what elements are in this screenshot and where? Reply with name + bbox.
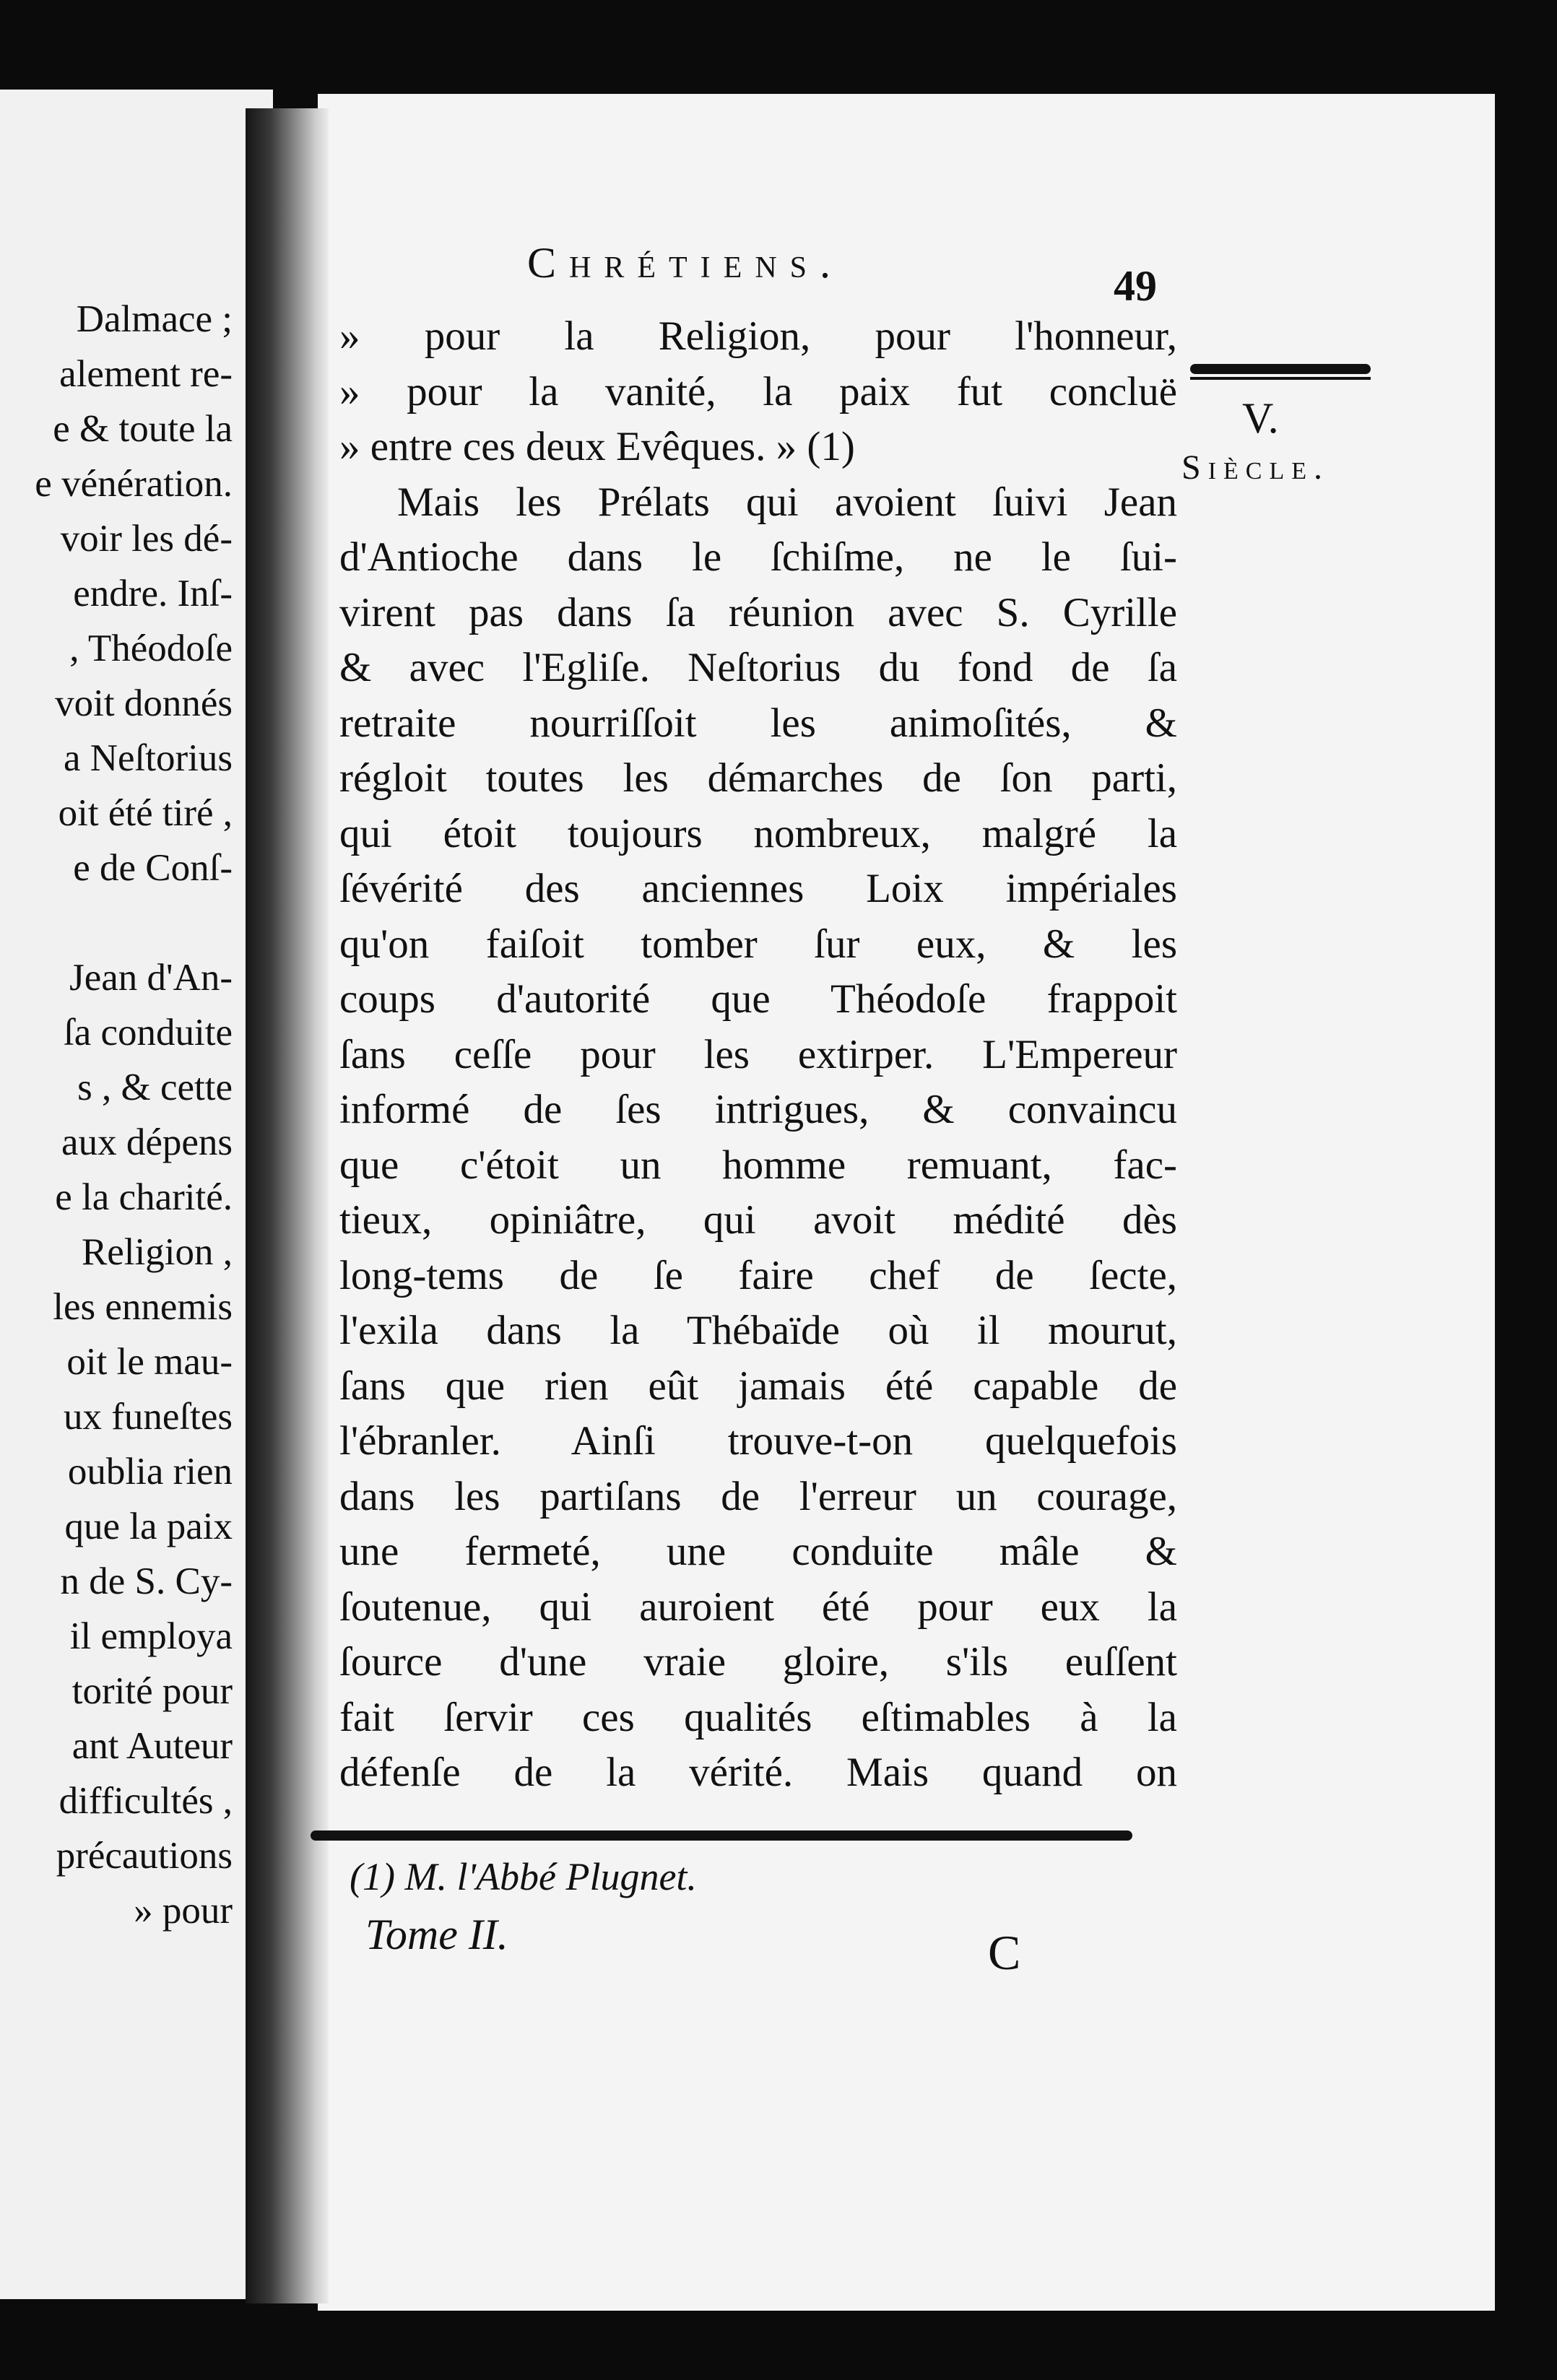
text-line: » pour la Religion, pour l'honneur, <box>339 313 1177 359</box>
left-page-line: oit le mau- <box>66 1341 233 1383</box>
left-page-line: e & toute la <box>53 408 233 450</box>
text-line: une fermeté, une conduite mâle & <box>339 1529 1177 1574</box>
left-page-line: aux dépens <box>61 1121 233 1163</box>
left-page-line: endre. Inſ- <box>73 573 233 614</box>
text-line: tieux, opiniâtre, qui avoit médité dès <box>339 1197 1177 1243</box>
running-head: Chrétiens. <box>527 239 844 287</box>
left-page-line: e vénération. <box>35 463 233 505</box>
left-page <box>0 90 273 2299</box>
text-line: long-tems de ſe faire chef de ſecte, <box>339 1252 1177 1298</box>
left-page-line: difficultés , <box>58 1780 233 1822</box>
text-line: retraite nourriſſoit les animoſités, & <box>339 700 1177 746</box>
left-page-line: oublia rien <box>67 1451 233 1493</box>
left-page-line: oit été tiré , <box>58 792 233 834</box>
left-page-line: Dalmace ; <box>76 298 233 340</box>
left-page-line: ux funeſtes <box>63 1396 233 1438</box>
text-line: & avec l'Egliſe. Neſtorius du fond de ſa <box>339 645 1177 690</box>
gathering-signature: C <box>988 1925 1021 1980</box>
left-page-line: il employa <box>69 1615 233 1657</box>
left-page-line: ſa conduite <box>64 1012 233 1054</box>
left-page-line: précautions <box>56 1835 233 1877</box>
text-line: » entre ces deux Evêques. » (1) <box>339 424 855 469</box>
text-line: Mais les Prélats qui avoient ſuivi Jean <box>397 479 1177 525</box>
left-page-line: les ennemis <box>53 1286 233 1328</box>
footnote: (1) M. l'Abbé Plugnet. <box>350 1855 697 1898</box>
left-page-line: a Neſtorius <box>63 737 233 779</box>
century-number: V. <box>1242 394 1279 442</box>
left-page-line: e la charité. <box>55 1176 233 1218</box>
text-line: ſévérité des anciennes Loix impériales <box>339 866 1177 911</box>
left-page-line: ant Auteur <box>71 1725 233 1767</box>
page-number: 49 <box>1114 262 1157 310</box>
text-line: virent pas dans ſa réunion avec S. Cyrille <box>339 589 1177 635</box>
text-line: ſource d'une vraie gloire, s'ils euſſent <box>339 1639 1177 1685</box>
text-line: l'exila dans la Thébaïde où il mourut, <box>339 1308 1177 1353</box>
left-page-line: voit donnés <box>55 682 233 724</box>
footnote-rule <box>311 1830 1132 1841</box>
book-gutter-shadow <box>246 108 329 2303</box>
left-page-line: Religion , <box>81 1231 233 1273</box>
left-page-line: e de Conſ- <box>73 847 233 889</box>
text-line: fait ſervir ces qualités eſtimables à la <box>339 1694 1177 1740</box>
left-page-line: torité pour <box>71 1670 233 1712</box>
left-page-line: que la paix <box>64 1506 233 1547</box>
text-line: qui étoit toujours nombreux, malgré la <box>339 810 1177 856</box>
century-label: Siècle. <box>1181 448 1330 487</box>
left-page-line: n de S. Cy- <box>60 1560 233 1602</box>
left-page-line: s , & cette <box>77 1067 233 1108</box>
left-page-line: alement re- <box>59 353 233 395</box>
left-page-line: voir les dé- <box>60 518 233 560</box>
text-line: coups d'autorité que Théodoſe frappoit <box>339 976 1177 1022</box>
text-line: informé de ſes intrigues, & convaincu <box>339 1087 1177 1132</box>
text-line: régloit toutes les démarches de ſon parti, <box>339 755 1177 801</box>
margin-rule <box>1190 364 1371 374</box>
text-line: défenſe de la vérité. Mais quand on <box>339 1750 1177 1795</box>
text-line: ſoutenue, qui auroient été pour eux la <box>339 1584 1177 1630</box>
text-line: ſans que rien eût jamais été capable de <box>339 1363 1177 1409</box>
left-page-line: , Théodoſe <box>69 627 233 669</box>
text-line: que c'étoit un homme remuant, fac- <box>339 1142 1177 1188</box>
text-line: » pour la vanité, la paix fut concluë <box>339 368 1177 414</box>
text-line: l'ébranler. Ainſi trouve-t-on quelquefois <box>339 1418 1177 1464</box>
volume-signature: Tome II. <box>365 1911 508 1958</box>
text-line: qu'on faiſoit tomber ſur eux, & les <box>339 921 1177 967</box>
text-line: ſans ceſſe pour les extirper. L'Empereur <box>339 1031 1177 1077</box>
body-text <box>339 309 1177 1801</box>
text-line: d'Antioche dans le ſchiſme, ne le ſui- <box>339 534 1177 580</box>
left-page-line: » pour <box>134 1890 233 1932</box>
left-page-line: Jean d'An- <box>69 957 233 999</box>
text-line: dans les partiſans de l'erreur un courage, <box>339 1473 1177 1519</box>
